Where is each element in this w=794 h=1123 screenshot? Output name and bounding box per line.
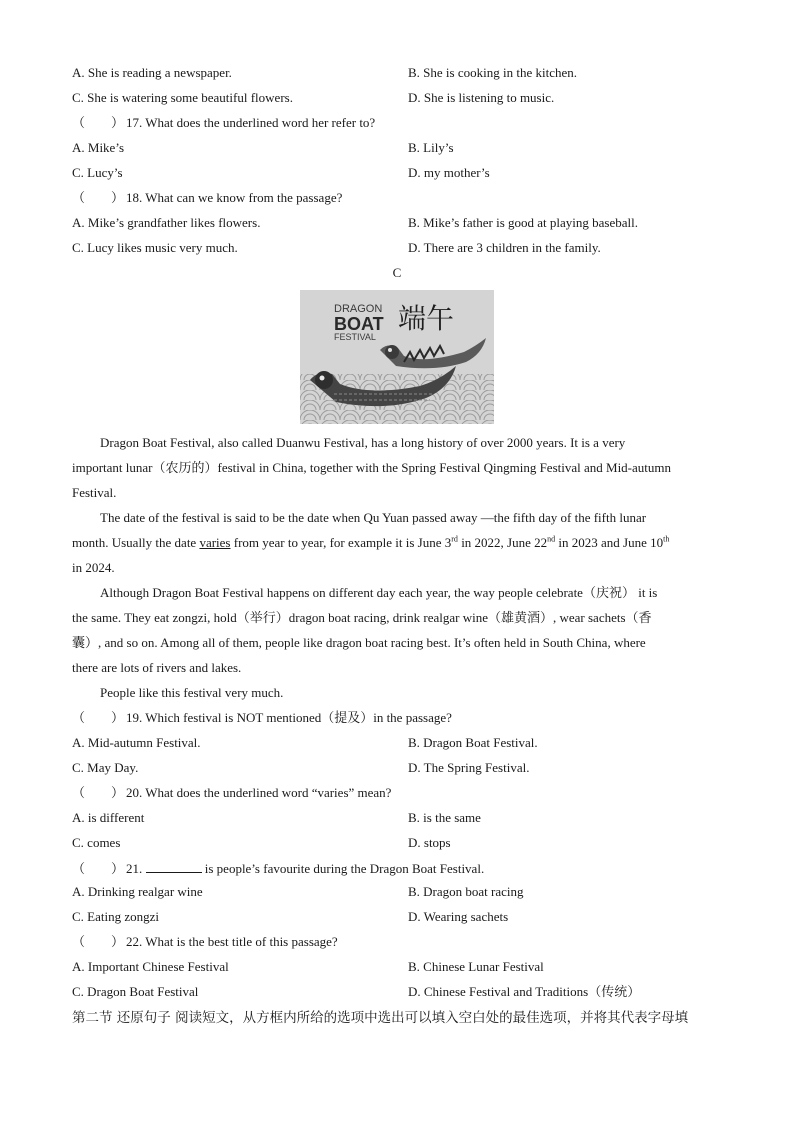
q17-option-b: B. Lily’s (408, 140, 454, 155)
q20-option-d: D. stops (408, 835, 451, 850)
q21-stem-line (72, 860, 484, 877)
passage-p4-line1: People like this festival very much. (100, 685, 284, 700)
q22-option-a: A. Important Chinese Festival (72, 959, 229, 974)
q18-option-c: C. Lucy likes music very much. (72, 240, 238, 255)
q18-option-d: D. There are 3 children in the family. (408, 240, 601, 255)
ordinal-suffix: nd (547, 534, 556, 544)
answer-paren[interactable]: （ ） (72, 861, 125, 876)
q16-option-d: D. She is listening to music. (408, 90, 555, 105)
q20-option-c: C. comes (72, 835, 121, 850)
q22-stem: 22. What is the best title of this passage? (126, 934, 338, 949)
q22-option-b: B. Chinese Lunar Festival (408, 959, 544, 974)
q20-option-a: A. is different (72, 810, 145, 825)
passage-p2-line2 (72, 535, 669, 551)
passage-p3-line1: Although Dragon Boat Festival happens on different day each year, the way people celebrate（庆祝） it is (100, 585, 658, 600)
ordinal-suffix: th (663, 534, 670, 544)
q21-option-c: C. Eating zongzi (72, 909, 160, 924)
q19-option-c: C. May Day. (72, 760, 139, 775)
q18-stem-line (72, 190, 342, 206)
q17-stem: 17. What does the underlined word her refer to? (126, 115, 376, 130)
q22-option-d: D. Chinese Festival and Traditions（传统） (408, 984, 641, 999)
passage-p1-line3: Festival. (72, 485, 117, 500)
dragon-boat-festival-image (300, 290, 494, 424)
passage-text: from year to year, for example it is June 3 (230, 535, 452, 550)
logo-line3: FESTIVAL (334, 332, 376, 342)
q17-stem-line (72, 115, 375, 131)
passage-p1-line2: important lunar（农历的）festival in China, together with the Spring Festival Qingming Festival and Mid-autumn (72, 460, 672, 475)
passage-p3-line4: there are lots of rivers and lakes. (72, 660, 242, 675)
section2-instructions: 第二节 还原句子 阅读短文，从方框内所给的选项中选出可以填入空白处的最佳选项，并将其代表字母填 (72, 1010, 689, 1026)
passage-p3-line2: the same. They eat zongzi, hold（举行）dragon boat racing, drink realgar wine（雄黄酒）, wear sachets（香 (72, 610, 652, 625)
answer-paren[interactable]: （ ） (72, 934, 125, 949)
q21-option-d: D. Wearing sachets (408, 909, 509, 924)
passage-p2-line1: The date of the festival is said to be the date when Qu Yuan passed away —the fifth day of the fifth lunar (100, 510, 647, 525)
q18-option-b: B. Mike’s father is good at playing baseball. (408, 215, 638, 230)
answer-paren[interactable]: （ ） (72, 115, 125, 130)
q20-stem: 20. What does the underlined word “varies” mean? (126, 785, 392, 800)
q16-option-b: B. She is cooking in the kitchen. (408, 65, 577, 80)
passage-p3-line3: 囊）, and so on. Among all of them, people like dragon boat racing best. It’s often held in South China, where (72, 635, 646, 650)
q21-option-b: B. Dragon boat racing (408, 884, 524, 899)
answer-paren[interactable]: （ ） (72, 710, 125, 725)
q18-option-a: A. Mike’s grandfather likes flowers. (72, 215, 261, 230)
passage-text: month. Usually the date (72, 535, 200, 550)
q17-option-d: D. my mother’s (408, 165, 490, 180)
dragon-boat-illustration (300, 290, 494, 424)
passage-p1-line1: Dragon Boat Festival, also called Duanwu Festival, has a long history of over 2000 years. It is a very (100, 435, 626, 450)
q22-stem-line (72, 934, 338, 950)
q21-number: 21. (126, 861, 146, 876)
fill-blank[interactable] (146, 860, 202, 873)
q20-stem-line (72, 785, 391, 801)
q18-stem: 18. What can we know from the passage? (126, 190, 343, 205)
ordinal-suffix: rd (451, 534, 458, 544)
q19-stem-line (72, 710, 452, 726)
logo-line2: BOAT (334, 314, 384, 334)
q22-option-c: C. Dragon Boat Festival (72, 984, 199, 999)
q19-option-d: D. The Spring Festival. (408, 760, 530, 775)
logo-line1: DRAGON (334, 303, 383, 315)
q19-option-b: B. Dragon Boat Festival. (408, 735, 538, 750)
q21-option-a: A. Drinking realgar wine (72, 884, 203, 899)
q19-option-a: A. Mid-autumn Festival. (72, 735, 201, 750)
q19-stem: 19. Which festival is NOT mentioned（提及）in the passage? (126, 710, 452, 725)
passage-text: in 2023 and June 10 (555, 535, 664, 550)
q17-option-c: C. Lucy’s (72, 165, 123, 180)
passage-text: in 2022, June 22 (457, 535, 548, 550)
q16-option-a: A. She is reading a newspaper. (72, 65, 232, 80)
q16-option-c: C. She is watering some beautiful flowers. (72, 90, 293, 105)
q20-option-b: B. is the same (408, 810, 481, 825)
answer-paren[interactable]: （ ） (72, 785, 125, 800)
answer-paren[interactable]: （ ） (72, 190, 125, 205)
logo-chinese: 端午 (398, 302, 455, 335)
q21-stem: is people’s favourite during the Dragon Boat Festival. (201, 861, 485, 876)
underlined-word-varies: varies (199, 535, 231, 550)
passage-p2-line3: in 2024. (72, 560, 115, 575)
q17-option-a: A. Mike’s (72, 140, 124, 155)
section-letter: C (392, 265, 402, 280)
